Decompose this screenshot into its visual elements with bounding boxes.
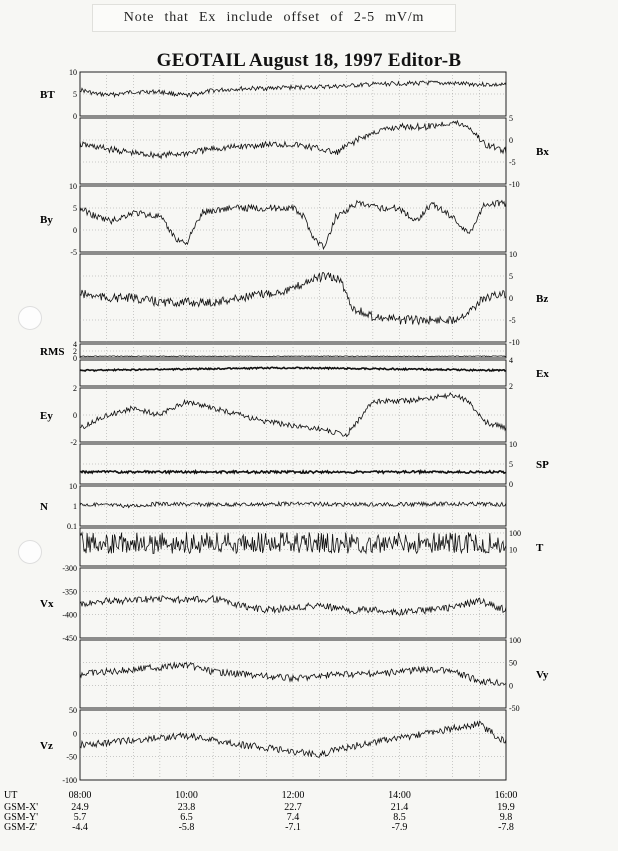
series-line-bz xyxy=(80,273,506,325)
panel-sp xyxy=(80,440,549,489)
tick-label: 2 xyxy=(509,382,513,391)
panel-frame xyxy=(80,710,506,780)
tick-label: 5 xyxy=(509,272,513,281)
tick-label: 5 xyxy=(509,114,513,123)
series-line-ey xyxy=(80,393,506,437)
footer-cell: 24.9 xyxy=(71,802,89,813)
panel-label: Bx xyxy=(536,146,549,158)
panel-label: BT xyxy=(40,89,55,101)
tick-label: 0.1 xyxy=(67,522,77,531)
footer-cell: 22.7 xyxy=(284,802,302,813)
footer-cell: -4.4 xyxy=(72,822,88,833)
tick-label: 10 xyxy=(69,68,77,77)
footer-cell: 8.5 xyxy=(393,812,406,823)
panel-label: N xyxy=(40,501,48,513)
tick-label: -10 xyxy=(509,338,520,347)
tick-label: 4 xyxy=(73,340,77,349)
footer-cell: -7.9 xyxy=(391,822,408,833)
tick-label: 0 xyxy=(509,681,513,691)
tick-label: 0 xyxy=(509,480,513,489)
tick-label: 4 xyxy=(509,356,513,365)
panel-vx xyxy=(40,564,506,643)
tick-label: -2 xyxy=(70,438,77,447)
offset-note: Note that Ex include offset of 2-5 mV/m xyxy=(92,4,456,32)
tick-label: 5 xyxy=(73,90,77,99)
footer-cell: 5.7 xyxy=(73,812,87,823)
tick-label: -50 xyxy=(66,752,77,762)
panel-label: By xyxy=(40,214,53,226)
footer-cell: 12:00 xyxy=(281,790,305,801)
tick-label: 2 xyxy=(73,384,77,393)
panel-bx xyxy=(80,114,549,189)
panel-n xyxy=(40,482,506,531)
footer-cell: 19.9 xyxy=(497,802,515,813)
tick-label: 5 xyxy=(73,204,77,213)
tick-label: 100 xyxy=(509,528,521,538)
footer-cell: -7.1 xyxy=(285,822,301,833)
panel-label: Vz xyxy=(40,740,53,752)
tick-label: -10 xyxy=(509,180,520,189)
series-line-vz xyxy=(80,721,506,757)
tick-label: 0 xyxy=(73,226,77,235)
panel-vz xyxy=(40,706,506,785)
series-line-t xyxy=(80,532,506,553)
tick-label: 10 xyxy=(69,182,77,191)
tick-label: 10 xyxy=(509,250,517,259)
panel-ey xyxy=(40,384,506,447)
panel-label: Ey xyxy=(40,410,53,422)
footer-row-label: GSM-X' xyxy=(4,802,39,813)
tick-label: -450 xyxy=(62,634,77,643)
footer-cell: 21.4 xyxy=(390,802,409,813)
footer-cell: 23.8 xyxy=(177,802,196,813)
panel-label: Bz xyxy=(536,293,549,305)
series-line-bt xyxy=(80,81,506,97)
tick-label: -5 xyxy=(509,158,516,167)
panel-by xyxy=(40,182,506,257)
panel-label: Vy xyxy=(536,669,549,681)
tick-label: -300 xyxy=(62,564,77,573)
footer-cell: 7.4 xyxy=(286,812,300,823)
panel-vy xyxy=(80,636,549,713)
footer-cell: 14:00 xyxy=(388,790,411,801)
panel-bt xyxy=(40,68,506,121)
tick-label: -100 xyxy=(62,776,77,785)
panel-t xyxy=(80,528,544,566)
tick-label: 10 xyxy=(509,545,517,555)
footer-cell: 6.5 xyxy=(180,812,193,823)
chart-title: GEOTAIL August 18, 1997 Editor-B xyxy=(156,50,462,71)
panel-stack xyxy=(40,68,549,785)
panel-label: Vx xyxy=(40,598,54,610)
panel-label: T xyxy=(536,542,544,554)
tick-label: 0 xyxy=(73,112,77,121)
panel-bz xyxy=(80,250,548,347)
panel-label: Ex xyxy=(536,368,549,380)
tick-label: 5 xyxy=(509,460,513,469)
series-line-vy xyxy=(80,663,506,686)
panel-frame xyxy=(80,568,506,638)
panel-ex xyxy=(80,356,549,391)
tick-label: 100 xyxy=(509,636,521,645)
tick-label: -5 xyxy=(509,316,516,325)
tick-label: 50 xyxy=(69,706,77,715)
footer-row-label: GSM-Y' xyxy=(4,812,39,823)
tick-label: 2 xyxy=(73,347,77,356)
footer-cell: 10:00 xyxy=(175,790,198,801)
tick-label: 0 xyxy=(509,294,513,303)
footer-cell: -7.8 xyxy=(498,822,514,833)
panel-label: RMS xyxy=(40,346,65,358)
tick-label: -50 xyxy=(509,704,520,713)
tick-label: 0 xyxy=(73,411,77,420)
tick-label: 1 xyxy=(73,502,77,511)
tick-label: 50 xyxy=(509,658,517,668)
tick-label: 0 xyxy=(509,136,513,145)
footer-table xyxy=(4,790,517,833)
tick-label: 0 xyxy=(73,729,77,739)
tick-label: -5 xyxy=(70,248,77,257)
footer-row-label: UT xyxy=(4,790,18,801)
footer-cell: 9.8 xyxy=(499,812,513,823)
tick-label: -400 xyxy=(62,610,77,620)
tick-label: 10 xyxy=(69,482,77,491)
panel-label: SP xyxy=(536,459,549,471)
footer-cell: 16:00 xyxy=(494,790,518,801)
footer-cell: -5.8 xyxy=(178,822,195,833)
footer-cell: 08:00 xyxy=(68,790,92,801)
tick-label: -350 xyxy=(62,587,77,597)
tick-label: 10 xyxy=(509,440,517,449)
tick-label: 0 xyxy=(73,354,77,363)
footer-row-label: GSM-Z' xyxy=(4,822,37,833)
